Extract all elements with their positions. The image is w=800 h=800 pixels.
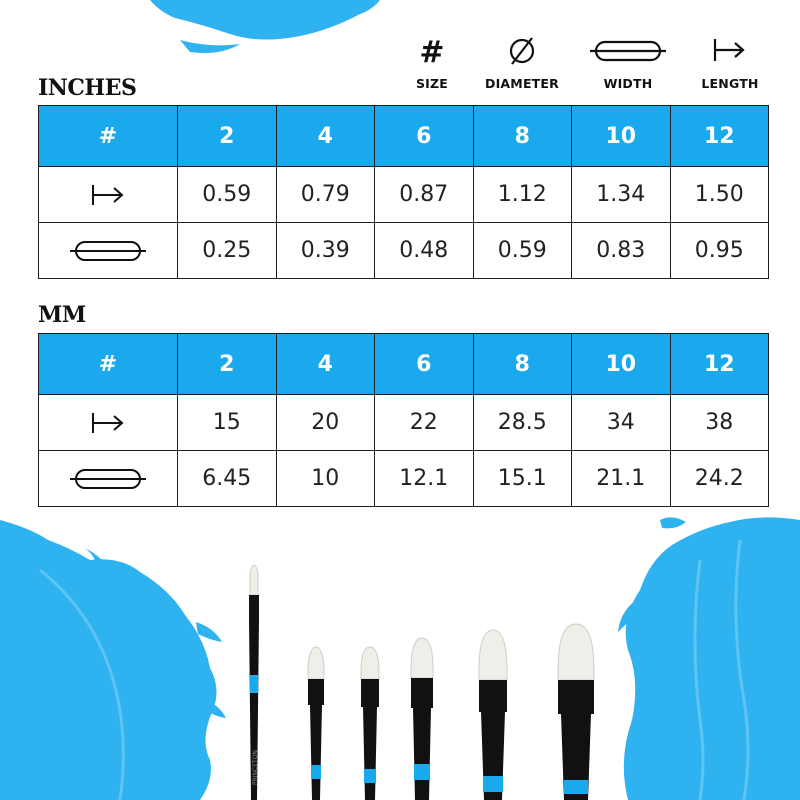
width-cell: 21.1 [572,451,671,507]
length-cell: 28.5 [473,395,572,451]
width-icon [588,34,668,68]
width-cell: 24.2 [670,451,769,507]
length-icon [88,180,128,210]
brush-size-12 [548,620,604,800]
length-cell: 15 [178,395,277,451]
length-cell: 1.12 [473,167,572,223]
legend-size [382,34,482,91]
size-cell: 2 [178,334,277,395]
length-cell: 0.87 [375,167,474,223]
width-cell: 0.95 [670,223,769,279]
length-cell: 34 [572,395,671,451]
legend-label-length: LENGTH [701,76,759,91]
length-cell: 1.34 [572,167,671,223]
mm-width-row [39,451,769,507]
width-cell: 12.1 [375,451,474,507]
legend-diameter [472,34,572,91]
size-cell: 8 [473,334,572,395]
brush-size-6 [350,645,390,800]
hash-icon [417,34,447,68]
brush-size-4 [296,645,336,800]
width-cell: 0.83 [572,223,671,279]
legend-label-diameter: DIAMETER [485,76,559,91]
length-cell: 0.79 [276,167,375,223]
size-cell: 10 [572,334,671,395]
width-cell: 6.45 [178,451,277,507]
inches-width-row [39,223,769,279]
width-icon [68,236,148,266]
size-cell: 12 [670,334,769,395]
size-cell: 4 [276,334,375,395]
inches-length-row [39,167,769,223]
length-cell: 22 [375,395,474,451]
length-cell: 38 [670,395,769,451]
size-cell: 8 [473,106,572,167]
brush-size-8 [400,636,444,800]
size-cell: 2 [178,106,277,167]
size-cell: 10 [572,106,671,167]
length-row-label [39,395,178,451]
width-cell: 0.39 [276,223,375,279]
length-row-label [39,167,178,223]
length-cell: 1.50 [670,167,769,223]
width-row-label [39,223,178,279]
legend-width [578,34,678,91]
legend-label-width: WIDTH [603,76,653,91]
size-cell: 4 [276,106,375,167]
legend-label-size: SIZE [415,76,449,91]
width-cell: 15.1 [473,451,572,507]
length-icon [88,408,128,438]
inches-header-row [39,106,769,167]
mm-title: MM [38,302,86,328]
width-row-label [39,451,178,507]
size-cell: 6 [375,106,474,167]
length-cell: 20 [276,395,375,451]
size-cell: 6 [375,334,474,395]
inches-table [38,105,769,279]
width-cell: 10 [276,451,375,507]
brush-size-2 [236,555,272,800]
width-cell: 0.59 [473,223,572,279]
legend-length [680,34,780,91]
mm-length-row [39,395,769,451]
length-cell: 0.59 [178,167,277,223]
size-header: # [39,334,178,395]
size-cell: 12 [670,106,769,167]
mm-table [38,333,769,507]
size-header: # [39,106,178,167]
symbol-legend [408,34,780,98]
inches-title: INCHES [38,75,137,101]
width-cell: 0.25 [178,223,277,279]
length-icon [710,34,750,68]
width-icon [68,464,148,494]
mm-header-row [39,334,769,395]
brush-handle-text: PRINCETON [252,750,259,785]
width-cell: 0.48 [375,223,474,279]
svg-text:#: # [419,35,445,68]
diameter-icon [505,34,539,68]
brush-size-10 [468,626,518,800]
